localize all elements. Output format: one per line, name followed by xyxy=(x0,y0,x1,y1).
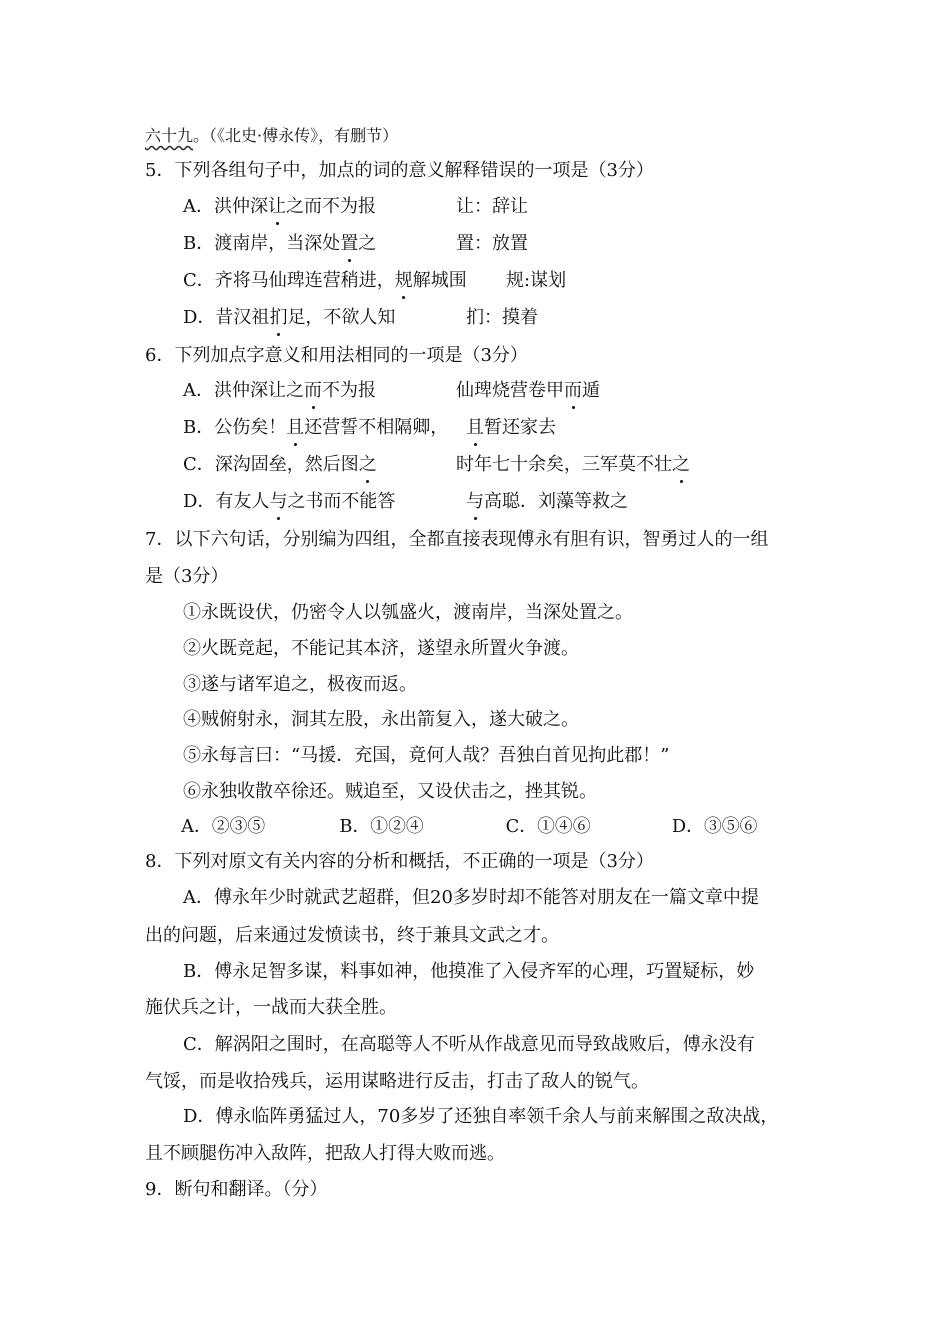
q8-option-b-line1: B．傅永足智多谋，料事如神，他摸准了入侵齐军的心理，巧置疑标，妙 xyxy=(183,961,755,982)
q5-b-dotted-char: 置 xyxy=(340,233,359,254)
q7-item-6: ⑥永独收散卒徐还。贼追至，又设伏击之，挫其锐。 xyxy=(183,781,597,802)
q7-stem-line1: 7．以下六句话，分别编为四组，全都直接表现傅永有胆有识，智勇过人的一组 xyxy=(145,529,769,550)
q6-stem: 6．下列加点字意义和用法相同的一项是（3分） xyxy=(145,345,528,366)
q5-stem: 5．下列各组句子中，加点的词的意义解释错误的一项是（3分） xyxy=(145,160,654,181)
q5-option-d xyxy=(183,306,395,330)
q6-a-b-post: 遁 xyxy=(582,380,600,401)
q6-option-c xyxy=(183,453,377,477)
q5-d-dotted-char: 扪 xyxy=(269,307,288,328)
q8-option-c-line1: C．解涡阳之围时，在高聪等人不听从作战意见而导致战败后，傅永没有 xyxy=(183,1034,755,1055)
q6-option-a xyxy=(183,379,376,403)
q7-answer-c: C．①④⑥ xyxy=(505,816,591,837)
q5-c-dotted-char: 规 xyxy=(394,270,413,291)
q8-stem: 8．下列对原文有关内容的分析和概括，不正确的一项是（3分） xyxy=(145,851,654,872)
q6-a-pre: A．洪仲深让之 xyxy=(183,380,304,401)
q6-a-second xyxy=(456,379,600,403)
q6-b-second xyxy=(466,416,556,440)
q7-item-4: ④贼俯射永，洞其左股，永出箭复入，遂大破之。 xyxy=(183,709,579,730)
q5-option-a xyxy=(183,195,376,219)
source-citation xyxy=(145,124,398,148)
q7-answer-d: D．③⑤⑥ xyxy=(671,816,758,837)
q5-d-gloss: 扪：摸着 xyxy=(466,307,538,328)
source-prefix: 六十九 xyxy=(145,126,194,145)
q7-item-1: ①永既设伏，仍密令人以瓠盛火，渡南岸，当深处置之。 xyxy=(183,602,633,623)
q6-c-b-dotted-char: 之 xyxy=(672,454,690,475)
q5-a-dotted-char: 让 xyxy=(268,196,286,217)
q8-option-d-line2: 且不顾腿伤冲入敌阵，把敌人打得大败而逃。 xyxy=(145,1143,505,1164)
q5-b-post: 之 xyxy=(358,233,377,254)
q7-item-3: ③遂与诸军追之，极夜而返。 xyxy=(183,674,417,695)
q6-c-b-pre: 时年七十余矣，三军莫不壮 xyxy=(456,454,672,475)
q6-option-b xyxy=(183,416,448,440)
q5-d-post: 足，不欲人知 xyxy=(287,307,396,328)
q6-b-pre: B．公伤矣！ xyxy=(183,417,287,438)
q6-a-b-dotted-char: 而 xyxy=(564,380,582,401)
q6-b-b-dotted-char: 且 xyxy=(466,417,484,438)
q6-a-dotted-char: 而 xyxy=(304,380,322,401)
q5-c-post: 解城围 xyxy=(412,270,467,291)
q6-option-d xyxy=(183,490,395,514)
q9-stem: 9．断句和翻译。（分） xyxy=(145,1179,328,1200)
q6-b-dotted-char: 且 xyxy=(286,417,305,438)
q5-c-gloss: 规:谋划 xyxy=(506,270,567,291)
q6-b-post: 还营誓不相隔卿， xyxy=(304,417,449,438)
q5-option-c xyxy=(183,269,467,293)
q6-d-second xyxy=(466,490,628,514)
q5-option-b xyxy=(183,232,376,256)
q5-d-pre: D．昔汉祖 xyxy=(183,307,270,328)
q7-stem-line2: 是（3分） xyxy=(145,566,229,587)
q6-d-b-post: 高聪．刘藻等救之 xyxy=(484,491,628,512)
q7-answer-b: B．①②④ xyxy=(339,816,424,837)
q6-a-b-pre: 仙琕烧营卷甲 xyxy=(456,380,564,401)
q7-item-5: ⑤永每言曰：“马援．充国，竟何人哉？吾独白首见拘此郡！” xyxy=(183,745,670,766)
q8-option-b-line2: 施伏兵之计，一战而大获全胜。 xyxy=(145,997,397,1018)
q6-c-second xyxy=(456,453,690,477)
q5-a-post: 之而不为报 xyxy=(286,196,376,217)
q7-item-2: ②火既竞起，不能记其本济，遂望永所置火争渡。 xyxy=(183,638,579,659)
q6-d-b-dotted-char: 与 xyxy=(466,491,484,512)
q6-c-dotted-char: 之 xyxy=(358,454,377,475)
q6-c-pre: C．深沟固垒，然后图 xyxy=(183,454,359,475)
q6-d-pre: D．有友人 xyxy=(183,491,270,512)
q8-option-a-line2: 出的问题，后来通过发愤读书，终于兼具文武之才。 xyxy=(145,925,559,946)
q8-option-d-line1: D．傅永临阵勇猛过人，70多岁了还独自率领千余人与前来解围之敌决战， xyxy=(183,1106,779,1127)
q6-b-b-post: 暂还家去 xyxy=(484,417,556,438)
q6-d-dotted-char: 与 xyxy=(269,491,288,512)
q8-option-a-line1: A．傅永年少时就武艺超群，但20多岁时却不能答对朋友在一篇文章中提 xyxy=(183,887,759,908)
q8-option-c-line2: 气馁，而是收拾残兵，运用谋略进行反击，打击了敌人的锐气。 xyxy=(145,1071,649,1092)
q5-a-gloss: 让：辞让 xyxy=(456,196,528,217)
q6-d-post: 之书而不能答 xyxy=(287,491,396,512)
q5-c-pre: C．齐将马仙琕连营稍进， xyxy=(183,270,395,291)
source-rest: 。（《北史·傅永传》，有删节） xyxy=(193,126,399,145)
q6-a-post: 不为报 xyxy=(322,380,376,401)
q7-answer-a: A．②③⑤ xyxy=(181,816,266,837)
q5-b-gloss: 置：放置 xyxy=(456,233,528,254)
q5-b-pre: B．渡南岸，当深处 xyxy=(183,233,341,254)
q5-a-pre: A．洪仲深 xyxy=(183,196,268,217)
